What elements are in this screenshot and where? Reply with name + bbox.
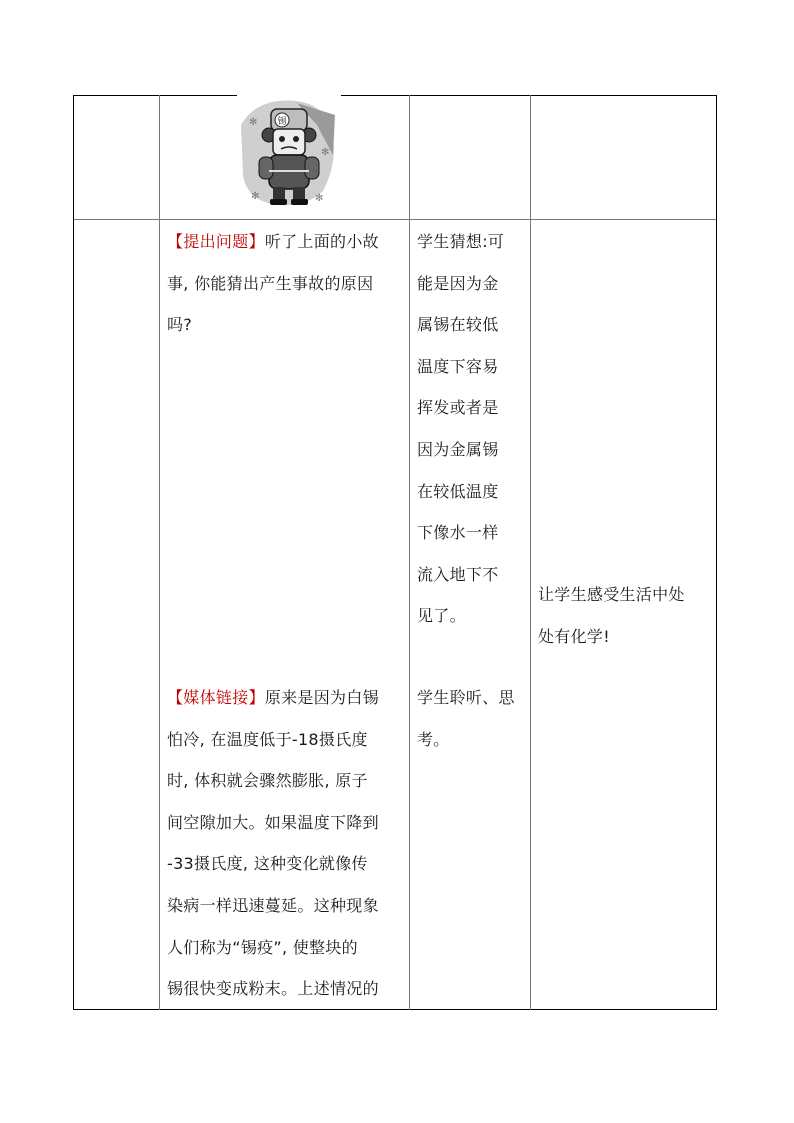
- text-line: [167, 802, 379, 844]
- line-text: 事, 你能猜出产生事故的原因: [167, 273, 374, 293]
- line-text: 吗?: [167, 315, 193, 335]
- text-line: 在较低温度: [417, 481, 499, 501]
- line-text: 染病一样迅速蔓延。这种现象: [167, 896, 379, 915]
- text-line: [167, 760, 368, 802]
- text-line: [167, 968, 379, 1010]
- table-top-border: [73, 95, 717, 96]
- text-line: [167, 263, 373, 305]
- line-text: 怕冷, 在温度低于-18摄氏度: [167, 729, 368, 749]
- text-line: 因为金属锡: [417, 440, 499, 459]
- section-tag: 【媒体链接】: [167, 688, 265, 707]
- text-line: 能是因为金: [417, 273, 499, 293]
- line-text: 时, 体积就会骤然膨胀, 原子: [167, 771, 368, 791]
- text-line: 流入地下不: [417, 564, 499, 584]
- text-line: [167, 843, 368, 885]
- text-line: [167, 927, 358, 969]
- text-line: [167, 885, 379, 927]
- line-text: 原来是因为白锡: [264, 688, 379, 707]
- svg-text:✻: ✻: [321, 147, 330, 158]
- line-text: 间空隙加大。如果温度下降到: [167, 812, 379, 832]
- col-border-3: [530, 95, 531, 1010]
- text-line: [167, 221, 379, 263]
- tin-soldier-illustration: [237, 95, 341, 209]
- line-text: 锡很快变成粉末。上述情况的: [167, 979, 379, 999]
- col-border-left: [73, 95, 74, 1010]
- text-line: 考。: [417, 729, 450, 749]
- text-line: 学生聆听、思: [417, 688, 515, 707]
- text-line: 温度下容易: [417, 356, 499, 376]
- text-line: 下像水一样: [417, 523, 499, 543]
- text-line: [167, 719, 368, 761]
- svg-text:✻: ✻: [315, 193, 324, 204]
- text-line: 挥发或者是: [417, 398, 499, 418]
- line-text: 人们称为“锡疫”, 使整块的: [167, 937, 358, 957]
- text-line: 属锡在较低: [417, 315, 499, 335]
- col-border-2: [409, 95, 410, 1010]
- line-text: 听了上面的小故: [264, 232, 379, 251]
- text-line: 让学生感受生活中处: [538, 585, 685, 604]
- text-line: 处有化学!: [538, 626, 610, 646]
- text-line: 学生猜想:可: [417, 232, 505, 251]
- svg-text:✻: ✻: [249, 117, 258, 128]
- text-line: [167, 677, 379, 719]
- lesson-table: [73, 95, 717, 1010]
- text-line: 见了。: [417, 606, 466, 626]
- svg-text:✻: ✻: [251, 191, 260, 202]
- col-border-1: [159, 95, 160, 1010]
- hat-badge-text: 锡: [277, 117, 287, 127]
- row-divider: [73, 219, 717, 220]
- line-text: -33摄氏度, 这种变化就像传: [167, 854, 368, 874]
- col-border-right: [716, 95, 717, 1010]
- section-tag: 【提出问题】: [167, 232, 265, 251]
- text-line: [167, 304, 192, 346]
